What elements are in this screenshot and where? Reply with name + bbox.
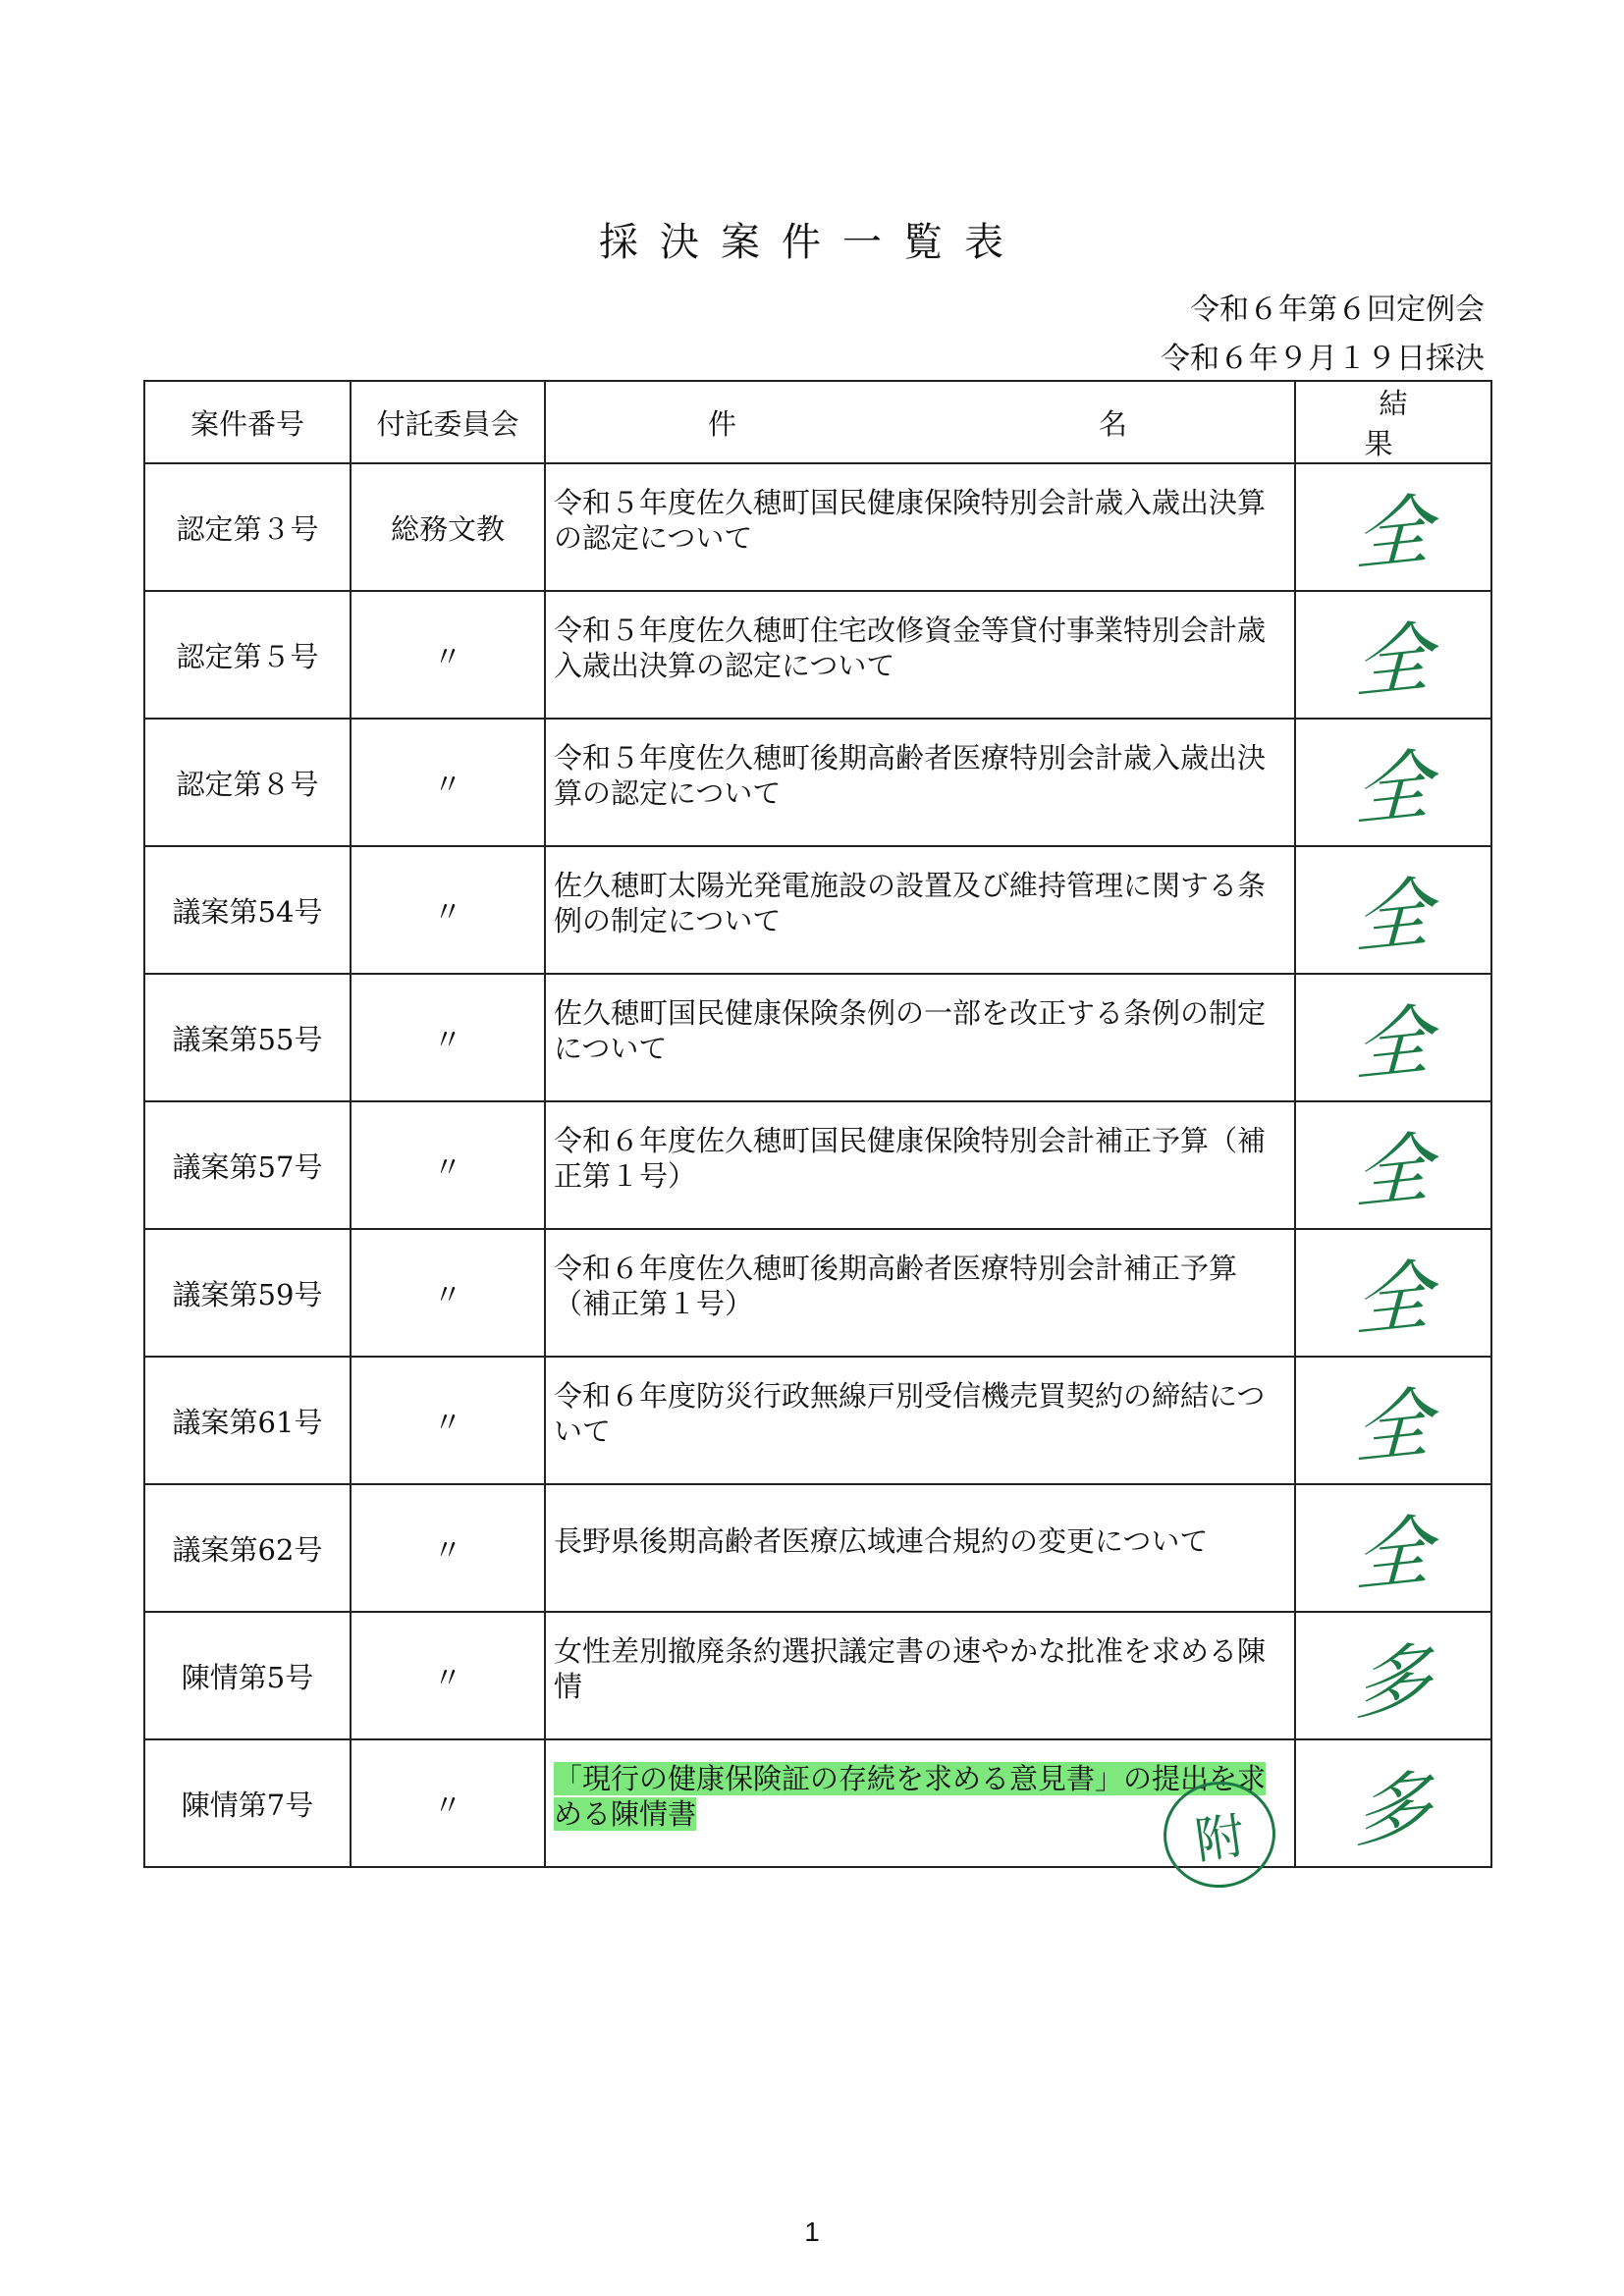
handwritten-stamp: 附: [1157, 1775, 1282, 1896]
committee-cell: 〃: [351, 719, 545, 846]
header-result: 結 果: [1295, 381, 1491, 463]
handwritten-result: 全: [1353, 485, 1434, 583]
result-cell: [1295, 1739, 1491, 1867]
vote-date-label: 令和６年９月１９日採決: [1161, 342, 1485, 376]
case-no-cell: 議案第57号: [144, 1101, 351, 1229]
case-no-cell: 議案第59号: [144, 1229, 351, 1357]
case-no-cell: 認定第３号: [144, 463, 351, 591]
name-cell: 令和５年度佐久穂町後期高齢者医療特別会計歳入歳出決算の認定について: [545, 719, 1295, 846]
result-cell: [1295, 719, 1491, 846]
case-no-cell: 議案第61号: [144, 1357, 351, 1484]
case-no-cell: 認定第５号: [144, 591, 351, 719]
header-case-no: 案件番号: [144, 381, 351, 463]
result-cell: [1295, 846, 1491, 974]
result-cell: [1295, 1101, 1491, 1229]
table-header-row: [144, 381, 1491, 463]
table-row: [144, 591, 1491, 719]
table-row: [144, 1101, 1491, 1229]
case-no-cell: 認定第８号: [144, 719, 351, 846]
header-name: [545, 381, 1295, 463]
committee-cell: 〃: [351, 1229, 545, 1357]
table-row: [144, 719, 1491, 846]
handwritten-result: 全: [1353, 1506, 1434, 1604]
committee-cell: 〃: [351, 974, 545, 1101]
result-cell: [1295, 1229, 1491, 1357]
table-row: [144, 974, 1491, 1101]
vote-table: [143, 380, 1495, 1868]
document-title: 採決案件一覧表: [599, 220, 1025, 265]
name-cell: 佐久穂町太陽光発電施設の設置及び維持管理に関する条例の制定について: [545, 846, 1295, 974]
name-cell: 令和６年度佐久穂町国民健康保険特別会計補正予算（補正第１号）: [545, 1101, 1295, 1229]
case-no-cell: 議案第54号: [144, 846, 351, 974]
highlighted-name: 「現行の健康保険証の存続を求める意見書」の提出を求める陳情書: [554, 1762, 1267, 1831]
case-no-cell: 議案第62号: [144, 1484, 351, 1612]
handwritten-result: 全: [1353, 613, 1434, 711]
table-row: [144, 846, 1491, 974]
result-cell: [1295, 974, 1491, 1101]
committee-cell: 〃: [351, 1612, 545, 1739]
committee-cell: 〃: [351, 591, 545, 719]
committee-cell: 〃: [351, 1101, 545, 1229]
committee-cell: 〃: [351, 846, 545, 974]
name-cell: 令和６年度佐久穂町後期高齢者医療特別会計補正予算（補正第１号）: [545, 1229, 1295, 1357]
result-cell: [1295, 1357, 1491, 1484]
committee-cell: 総務文教: [351, 463, 545, 591]
handwritten-result: 全: [1353, 868, 1434, 966]
result-cell: [1295, 591, 1491, 719]
result-cell: [1295, 1484, 1491, 1612]
name-cell: 令和５年度佐久穂町国民健康保険特別会計歳入歳出決算の認定について: [545, 463, 1295, 591]
header-name-right: 名: [1098, 406, 1127, 441]
name-cell: 佐久穂町国民健康保険条例の一部を改正する条例の制定について: [545, 974, 1295, 1101]
handwritten-result: 全: [1353, 1378, 1434, 1476]
handwritten-result: 多: [1353, 1633, 1434, 1732]
committee-cell: 〃: [351, 1357, 545, 1484]
case-no-cell: 議案第55号: [144, 974, 351, 1101]
result-cell: [1295, 463, 1491, 591]
result-cell: [1295, 1612, 1491, 1739]
table-row: [144, 1739, 1491, 1867]
handwritten-result: 多: [1353, 1761, 1434, 1859]
handwritten-result: 全: [1353, 1123, 1434, 1221]
table-row: [144, 1612, 1491, 1739]
handwritten-result: 全: [1353, 740, 1434, 838]
header-committee: 付託委員会: [351, 381, 545, 463]
page-number: 1: [804, 2216, 820, 2247]
table-row: [144, 1357, 1491, 1484]
handwritten-result: 全: [1353, 1251, 1434, 1349]
name-cell: 令和６年度防災行政無線戸別受信機売買契約の締結について: [545, 1357, 1295, 1484]
session-label: 令和６年第６回定例会: [1190, 293, 1485, 327]
table-row: [144, 1484, 1491, 1612]
header-name-left: 件: [708, 406, 737, 441]
case-no-cell: 陳情第5号: [144, 1612, 351, 1739]
name-cell: 長野県後期高齢者医療広域連合規約の変更について: [545, 1484, 1295, 1612]
name-cell: 女性差別撤廃条約選択議定書の速やかな批准を求める陳情: [545, 1612, 1295, 1739]
name-cell: 令和５年度佐久穂町住宅改修資金等貸付事業特別会計歳入歳出決算の認定について: [545, 591, 1295, 719]
handwritten-result: 全: [1353, 995, 1434, 1094]
table-row: [144, 1229, 1491, 1357]
case-no-cell: 陳情第7号: [144, 1739, 351, 1867]
table-row: [144, 463, 1491, 591]
committee-cell: 〃: [351, 1484, 545, 1612]
committee-cell: 〃: [351, 1739, 545, 1867]
